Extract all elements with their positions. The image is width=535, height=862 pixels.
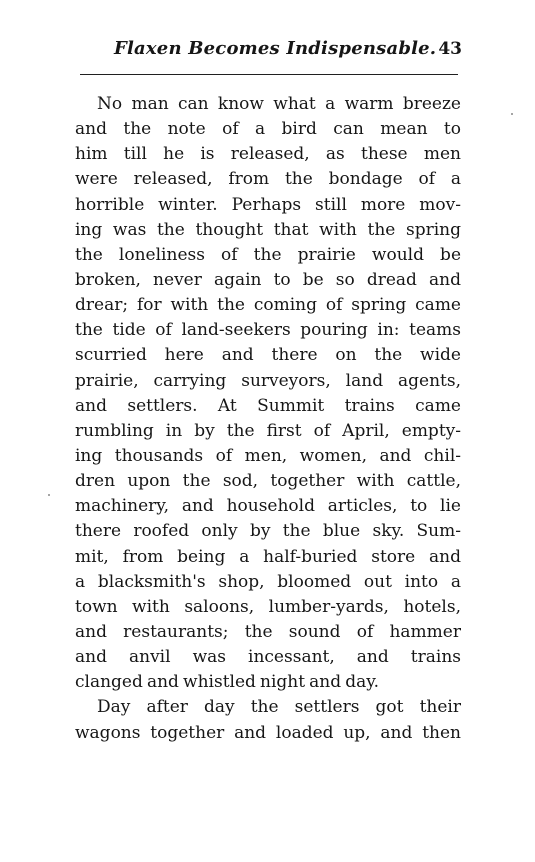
text-line: and settlers. At Summit trains came [75,395,461,416]
text-line: were released, from the bondage of a [75,169,461,190]
text-line: scurried here and there on the wide [75,345,461,366]
text-line: there roofed only by the blue sky. Sum- [75,521,461,542]
header-rule [80,74,458,75]
text-line: rumbling in by the first of April, empty- [75,420,461,441]
text-line: No man can know what a warm breeze [97,94,461,114]
text-line: broken, never again to be so dread and [75,269,461,290]
text-line: clanged and whistled night and day. [75,672,380,693]
text-line: him till he is released, as these men [75,144,461,165]
paper-speck [511,113,513,115]
text-line: town with saloons, lumber-yards, hotels, [75,596,461,617]
running-title: Flaxen Becomes Indispensable. [114,38,437,59]
paper-speck [48,494,50,496]
text-line: the loneliness of the prairie would be [75,244,461,265]
text-line: machinery, and household articles, to lie [75,496,461,517]
text-line: prairie, carrying surveyors, land agents, [75,370,461,391]
text-line: wagons together and loaded up, and then [75,722,461,743]
text-line: ing was the thought that with the spring [75,219,461,240]
running-header [76,38,462,64]
text-line: a blacksmith's shop, bloomed out into a [75,571,461,592]
text-line: and the note of a bird can mean to [75,119,461,140]
text-line: the tide of land-seekers pouring in: teams [75,320,461,341]
text-line: dren upon the sod, together with cattle, [75,471,461,492]
text-line: mit, from being a half-buried store and [75,546,461,567]
text-line: and anvil was incessant, and trains [75,647,461,668]
body-text [75,92,461,746]
text-line: Day after day the settlers got their [97,697,461,718]
text-line: horrible winter. Perhaps still more mov- [75,194,461,215]
page-number: 43 [438,39,462,59]
text-line: drear; for with the coming of spring came [75,295,461,316]
text-line: ing thousands of men, women, and chil- [75,445,461,466]
text-line: and restaurants; the sound of hammer [75,621,461,642]
